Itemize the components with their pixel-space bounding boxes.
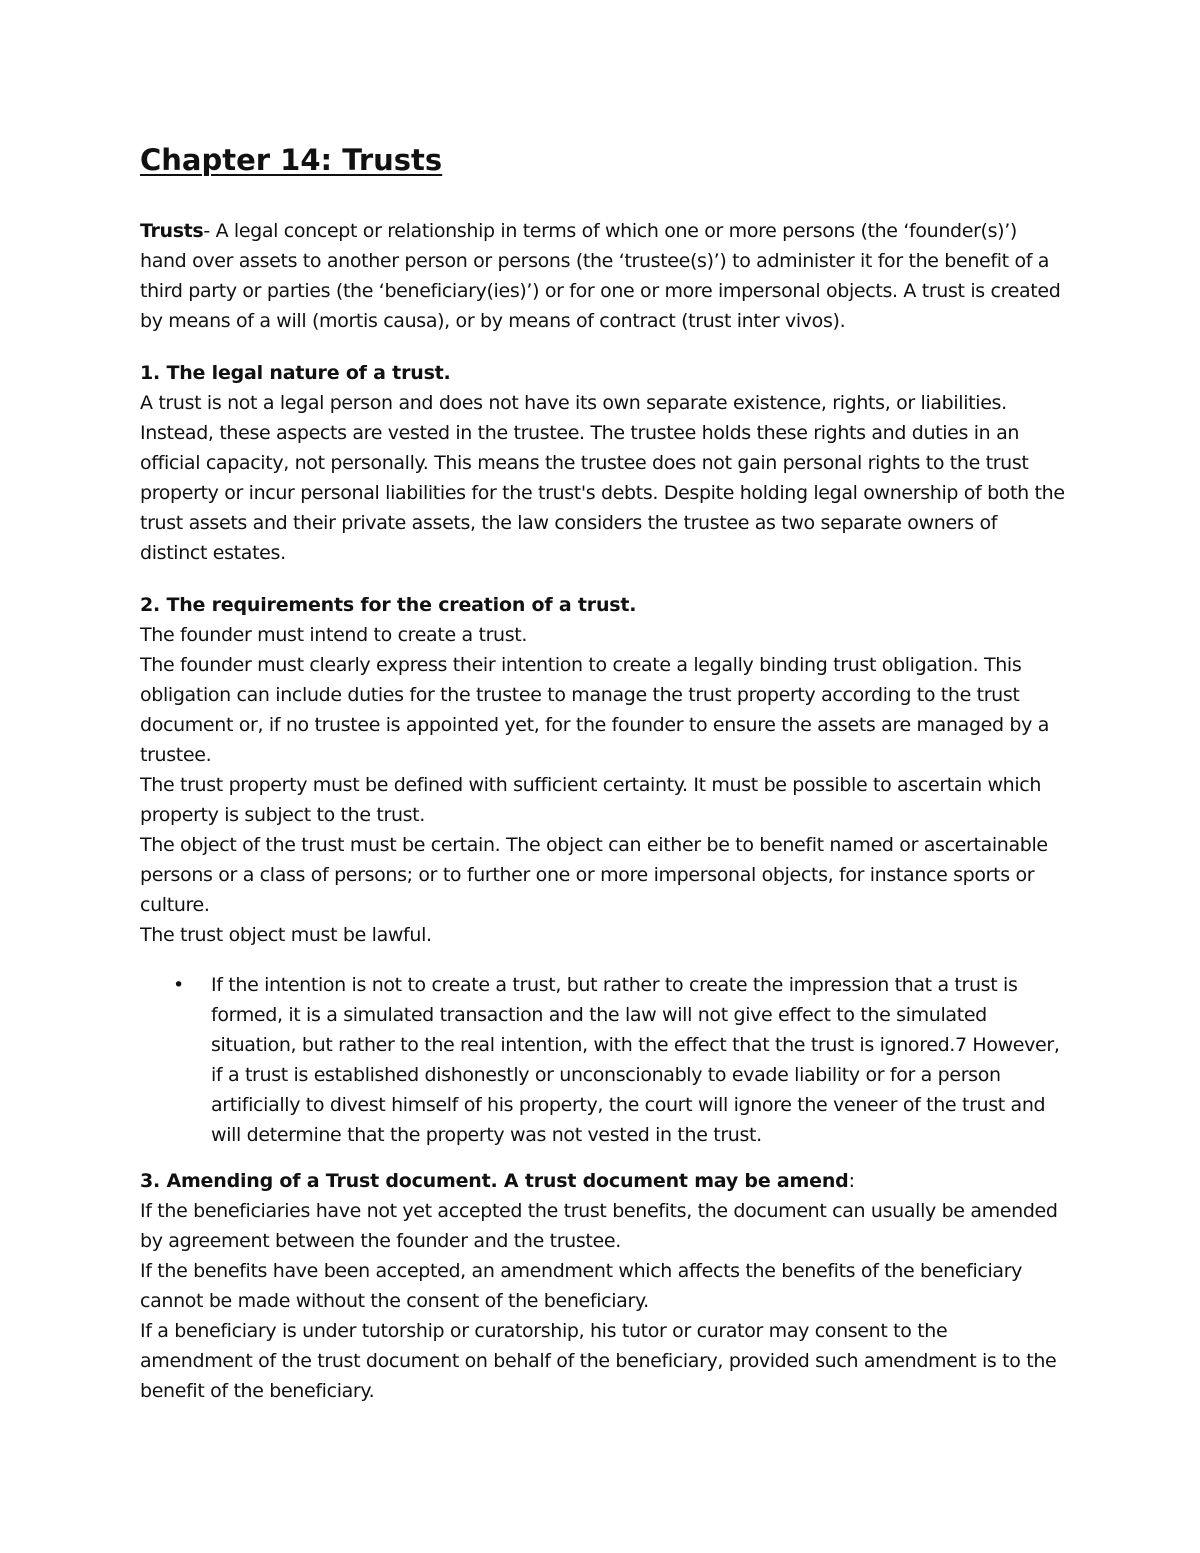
intro-text: - A legal concept or relationship in terms of which one or more persons (the ‘founder(s)’) hand over assets to another person or persons (the ‘trustee(s)’) to administer it for the benefit of a third party or parties (the ‘beneficiary(ies)’) or for one or more impersonal objects. A trust is created by means of a will (mortis causa), or by means of contract (trust inter vivos). [140,220,1061,332]
section-3-heading-colon: : [848,1170,855,1192]
bullet-text: If the intention is not to create a trust, but rather to create the impression that a trust is formed, it is a simulated transaction and the law will not give effect to the simulated situation, but rather to the real intention, with the effect that the trust is ignored.7 However, if a trust is established dishonestly or unconscionably to evade liability or for a person artificially to divest himself of his property, the court will ignore the veneer of the trust and will determine that the property was not vested in the trust. [211,974,1060,1146]
section-legal-nature [140,358,1100,568]
requirement-item: The founder must intend to create a trust. [140,624,528,646]
bullet-list [140,970,1100,1150]
section-3-heading [140,1166,1065,1196]
requirement-item: The trust property must be defined with sufficient certainty. It must be possible to ascertain which property is subject to the trust. [140,774,1042,826]
section-amending [140,1166,1100,1406]
bullet-list-item [140,970,1065,1150]
amendment-item: If the benefits have been accepted, an amendment which affects the benefits of the beneficiary cannot be made without the consent of the beneficiary. [140,1260,1023,1312]
intro-paragraph [140,216,1065,336]
section-1-heading: 1. The legal nature of a trust. [140,362,451,384]
amendment-item: If the beneficiaries have not yet accepted the trust benefits, the document can usually be amended by agreement between the founder and the trustee. [140,1200,1058,1252]
requirement-item: The founder must clearly express their intention to create a legally binding trust obligation. This obligation can include duties for the trustee to manage the trust property according to the trust document or, if no trustee is appointed yet, for the founder to ensure the assets are managed by a trustee. [140,654,1050,766]
bullet-icon: • [173,974,184,996]
section-requirements [140,590,1100,1150]
page-title: Chapter 14: Trusts [140,143,443,177]
section-1-body: A trust is not a legal person and does not have its own separate existence, rights, or liabilities. Instead, these aspects are vested in the trustee. The trustee holds these rights and duties in an official capacity, not personally. This means the trustee does not gain personal rights to the trust property or incur personal liabilities for the trust's debts. Despite holding legal ownership of both the trust assets and their private assets, the law considers the trustee as two separate owners of distinct estates. [140,392,1065,564]
section-3-heading-text: 3. Amending of a Trust document. A trust document may be amend [140,1170,849,1192]
intro-term: Trusts [140,220,204,242]
requirement-item: The trust object must be lawful. [140,924,432,946]
requirement-item: The object of the trust must be certain. The object can either be to benefit named or ascertainable persons or a class of persons; or to further one or more impersonal objects, for instance sports or culture. [140,834,1048,916]
section-2-heading: 2. The requirements for the creation of a trust. [140,594,637,616]
amendment-item: If a beneficiary is under tutorship or curatorship, his tutor or curator may consent to the amendment of the trust document on behalf of the beneficiary, provided such amendment is to the benefit of the beneficiary. [140,1320,1057,1402]
